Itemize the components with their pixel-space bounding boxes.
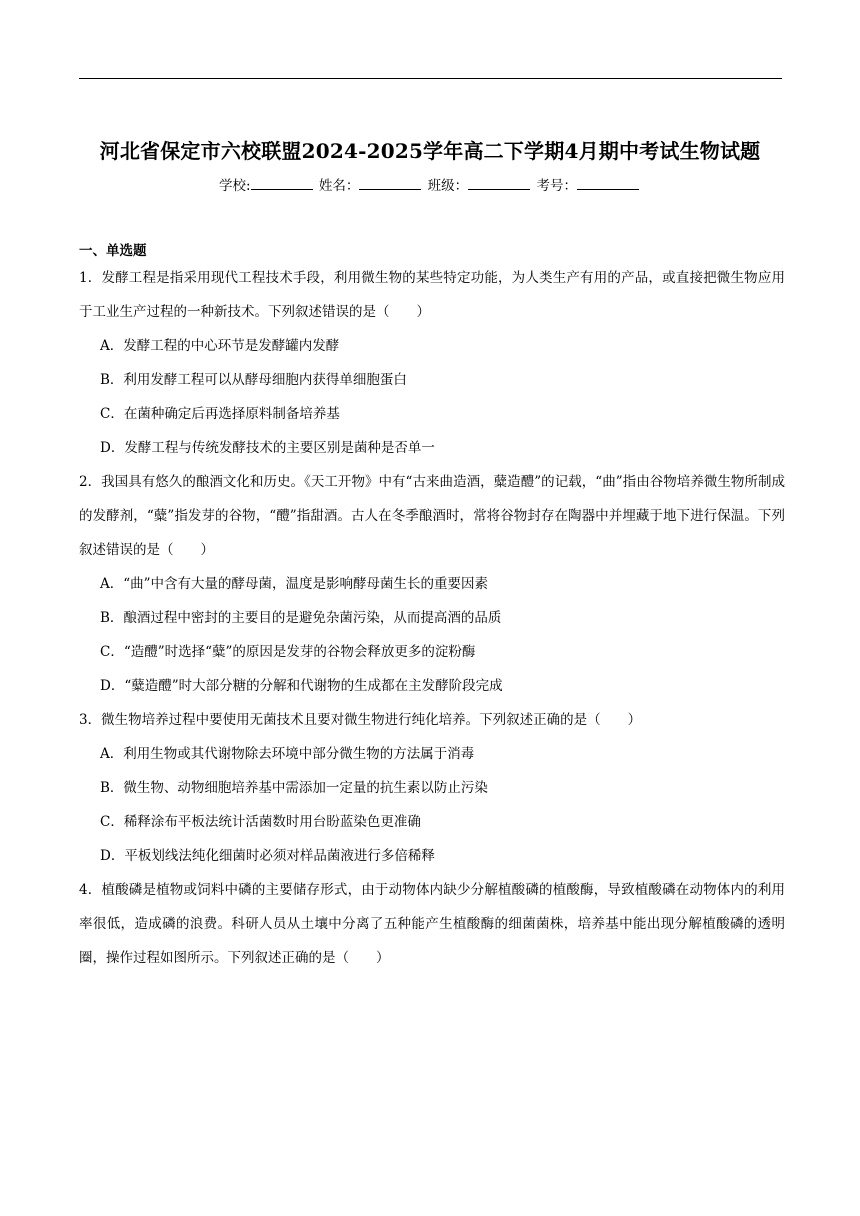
option-c: C．稀释涂布平板法统计活菌数时用台盼蓝染色更准确	[100, 814, 421, 830]
option-d: D．“糵造醴”时大部分糖的分解和代谢物的生成都在主发酵阶段完成	[100, 678, 503, 694]
question-stem: 3．微生物培养过程中要使用无菌技术且要对微生物进行纯化培养。下列叙述正确的是（ ）	[79, 712, 642, 728]
option-b: B．酿酒过程中密封的主要目的是避免杂菌污染，从而提高酒的品质	[100, 610, 502, 626]
class-field	[428, 174, 533, 194]
question-3	[79, 703, 785, 873]
exam-title: 河北省保定市六校联盟2024-2025学年高二下学期4月期中考试生物试题	[99, 139, 761, 163]
school-blank[interactable]	[251, 176, 313, 190]
option-d: D．发酵工程与传统发酵技术的主要区别是菌种是否单一	[100, 440, 435, 456]
exam-number-label: 考号：	[536, 178, 577, 194]
class-label: 班级：	[427, 178, 469, 194]
student-info-line	[0, 174, 860, 194]
exam-number-field	[536, 174, 641, 194]
option-c: C．“造醴”时选择“糵”的原因是发芽的谷物会释放更多的淀粉酶	[100, 644, 476, 660]
option-a: A．“曲”中含有大量的酵母菌，温度是影响酵母菌生长的重要因素	[100, 576, 489, 592]
exam-number-blank[interactable]	[577, 176, 639, 190]
question-stem: 2．我国具有悠久的酿酒文化和历史。《天工开物》中有“古来曲造酒，糵造醴”的记载，“曲”指由谷物培养微生物所制成的发酵剂，“糵”指发芽的谷物，“醴”指甜酒。古人在冬季酿酒时，常将谷物封存在陶器中并埋藏于地下进行保温。下列叙述错误的是（ ）	[79, 474, 785, 558]
option-b: B．利用发酵工程可以从酵母细胞内获得单细胞蛋白	[100, 372, 407, 388]
class-blank[interactable]	[468, 176, 530, 190]
question-4	[79, 873, 785, 975]
name-label: 姓名：	[318, 178, 360, 194]
school-label: 学校:	[219, 178, 251, 194]
question-stem: 4．植酸磷是植物或饲料中磷的主要储存形式，由于动物体内缺少分解植酸磷的植酸酶，导致植酸磷在动物体内的利用率很低，造成磷的浪费。科研人员从土壤中分离了五种能产生植酸酶的细菌菌株，培养基中能出现分解植酸磷的透明圈，操作过程如图所示。下列叙述正确的是（ ）	[79, 882, 785, 966]
header-rule	[79, 78, 782, 79]
option-b: B．微生物、动物细胞培养基中需添加一定量的抗生素以防止污染	[100, 780, 488, 796]
question-2	[79, 465, 785, 703]
name-blank[interactable]	[359, 176, 421, 190]
school-field	[219, 174, 315, 194]
name-field	[319, 174, 424, 194]
option-d: D．平板划线法纯化细菌时必须对样品菌液进行多倍稀释	[100, 848, 435, 864]
option-a: A．利用生物或其代谢物除去环境中部分微生物的方法属于消毒	[100, 746, 475, 762]
option-a: A．发酵工程的中心环节是发酵罐内发酵	[100, 338, 340, 354]
option-c: C．在菌种确定后再选择原料制备培养基	[100, 406, 340, 422]
question-stem: 1．发酵工程是指采用现代工程技术手段，利用微生物的某些特定功能，为人类生产有用的产品，或直接把微生物应用于工业生产过程的一种新技术。下列叙述错误的是（ ）	[79, 270, 785, 320]
question-section	[79, 241, 785, 975]
question-1	[79, 261, 785, 465]
section-title: 一、单选题	[79, 243, 147, 259]
